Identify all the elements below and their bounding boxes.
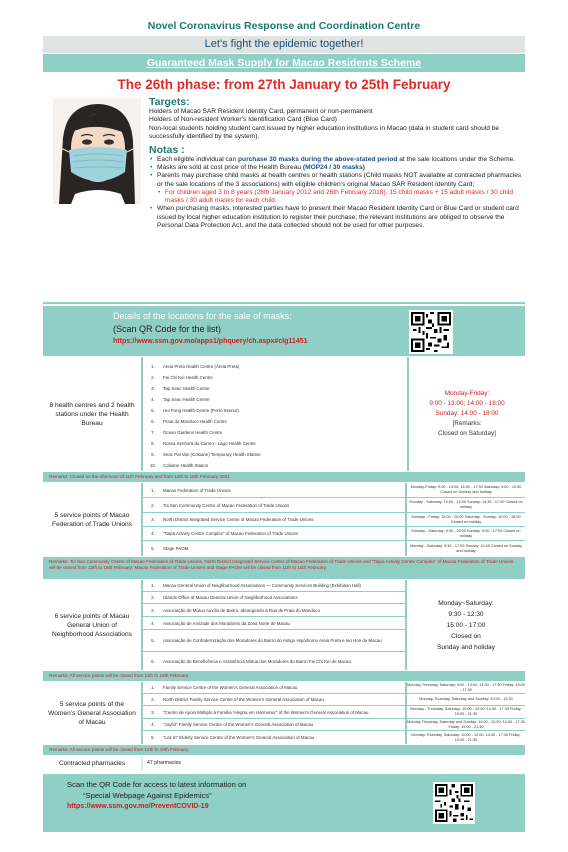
location-name: Hoi Pong Health Centre (Porto Interior) [163,407,239,413]
hours-line: Sunday: 14:00 - 18:00 [435,410,499,417]
details-scan-text: (Scan QR Code for the list) [113,324,222,334]
trade-hours-column [407,483,525,556]
hours-cell: Monday-Thursday, Saturday and Sunday: 10:00 - 12:30 [407,694,525,706]
note-subitem: • For children aged 3 to 8 years (28th January 2012 and 26th February 2018), 15 child masks + 15 adult masks / 30 child masks / 30 adult masks for each child. [149,189,523,206]
neighborhood-hours [407,580,525,670]
neighborhood-list [143,580,405,670]
target-line: Non-local students holding student card issued by higher education institutions in Macao (data in student card should be successfully identified by the system). [149,124,500,141]
women-hours-column [407,682,525,744]
list-item: 6. Associação de Beneficência e Assistência Mútua dos Moradores do Bairro Fai Chi Kei de Macau [143,652,405,670]
scheme-banner: Guaranteed Mask Supply for Macao Residents Scheme [43,54,525,72]
location-name: Tap Seac Health Centre [163,385,210,391]
footer-webpage-name: “Special Webpage Against Epidemics” [83,791,212,800]
woman-with-mask-photo [53,98,141,204]
trade-unions-label: 5 service points of Macao Federation of Trade Unions [43,483,141,556]
list-item: 2. North District Family Service Centre of the Women’s General Association of Macau [143,694,405,706]
location-name: Associação de Mútuo Auxílio de Bairro, abrangendo a Rua de Praia do Manduco [163,607,320,613]
location-name: Seac Pai Van (Coloane) Temporary Health Station [163,451,261,457]
note-text: at the sale locations under the Scheme. [397,155,516,163]
list-item: 5. "Lok In" Elderly Service Centre of the Women’s General Association of Macau [143,731,405,744]
list-item: 3. "Centro de Apoio Múltiplo à Família 'Alegria em Harmonia'" of the Women’s General Association of Macau [143,706,405,719]
location-name: Associação de Amizade dos Moradores da Zona Norte de Macau [163,620,290,626]
location-name: Macau General Union of Neighborhood Associations — Community Services Building (Exhibition Hall) [163,583,361,588]
targets-heading: Targets: [149,96,190,108]
hours-cell: Monday - Saturday: 9:30 - 20:00 Sunday: 9:00 - 17:00 Closed on holiday [407,527,525,541]
list-item: 4. "Joyful" Family Service Centre of the Women’s General Association of Macau [143,719,405,731]
targets-and-notes [149,96,523,230]
trade-unions-list [143,483,405,556]
location-name: Tap Seac Health Centre [163,396,210,402]
list-item: 4. Tap Seac Health Centre [143,394,407,404]
list-item: 6. Praia do Manduco Health Centre [143,416,407,426]
target-line: Holders of Macao SAR Resident Identity Card, permanent or non-permanent [149,108,373,115]
hours-cell: Monday - Friday: 10:00 - 20:00 Saturday - Sunday: 10:00 - 18:00 Closed on holiday [407,513,525,527]
location-name: Fai Chi Kei Health Centre [163,374,213,380]
note-item: • When purchasing masks, interested parties have to present their Macao Resident Identity Card or Blue Card or student card issued by local higher education institution to register their purchase; the relevant institutions are obliged to observe the Personal Data Protection Act, and the data collected should not be used for other purposes. [149,205,523,230]
women-remark: Remarks: All service points will be closed from 12th to 16th February. [43,745,525,755]
poster [43,16,525,832]
location-name: "Lok In" Elderly Service Centre of the Women’s General Association of Macau [163,735,315,740]
women-association-section [43,682,525,744]
hours-line: 9:00 - 13:00; 14:00 - 18:00 [429,400,505,407]
location-name: "Taipa Activity Centre Complex" of Macao Federation of Trade Unions [163,531,299,536]
location-name: Coloane Health Station [163,462,209,468]
location-name: "Centro de Apoio Múltiplo à Família 'Alegria em Harmonia'" of the Women’s General Association of Macau [163,709,369,715]
neighborhood-section [43,580,525,670]
pharmacies-label: Contracted pharmacies [43,756,141,771]
list-item: 10. Coloane Health Station [143,460,407,470]
target-line: Holders of Non-resident Worker’s Identification Card (Blue Card) [149,116,338,124]
woman-with-mask-illustration [53,98,141,204]
footer-banner [43,774,525,832]
notes-heading: Notas : [149,143,185,156]
neighborhood-label: 6 service points of Macau General Union of Neighborhood Associations [43,580,141,670]
hours-cell: Monday - Saturday: 10:00 - 12:00 Sunday: 14:30 - 17:00 Closed on holiday [407,498,525,513]
hours-line: [Remarks: [452,420,482,427]
note-item [149,164,523,172]
hours-line: Monday~Saturday: [438,599,494,607]
hours-line: Monday-Friday: [444,390,490,397]
list-item: 2. Toi San Community Centre of Macao Federation of Trade Unions [143,498,405,513]
neighborhood-remark: Remarks: All service points will be closed from 11th to 16th February. [43,671,525,681]
health-remark: Remarks: Closed on the afternoon of 11th February and from 12th to 16th February 2021. [43,472,525,482]
note-text: Masks are sold at cost price of the Health Bureau [157,163,303,171]
location-name: Praia do Manduco Health Centre [163,418,227,424]
health-centres-section [43,357,525,471]
list-item: 1. Macau General Union of Neighborhood Associations — Community Services Building (Exhibition Hall) [143,580,405,592]
pharmacies-count: 47 pharmacies [143,756,525,771]
note-emphasis: purchase 30 masks during the above-stated period [238,155,398,163]
hours-line: Closed on [451,632,481,640]
note-item: • Parents may purchase child masks at health centres or health stations (Child masks NOT available at contracted pharmacies or the sale locations of the 3 associations) with eligible children’s original Macao SAR Resident Identity Card; [149,172,523,189]
list-item: 3. Associação de Mútuo Auxílio de Bairro, abrangendo a Rua de Praia do Manduco [143,604,405,617]
location-name: Associação de Confraternização dos Moradores do Bairro do Antigo Hipódromo Areia Preta e Iao Hon de Macau [163,638,382,643]
details-banner [43,306,525,356]
hours-cell: Monday-Friday: 9:00 - 13:00; 14:30 - 17:30 Saturday: 9:00 - 12:00 Closed on Sunday and holiday [407,483,525,498]
health-centres-label: 8 health centres and 2 health stations under the Health Bureau [43,357,141,471]
divider [43,302,525,304]
location-name: North District Integrated Service Centre of Macao Federation of Trade Unions [163,517,314,522]
location-name: North District Family Service Centre of the Women’s General Association of Macau [163,697,324,702]
location-name: Nossa Senhora do Carmo - Lago Health Centre [163,440,256,446]
location-name: Areia Preta Health Centre (Areia Preta) [163,363,240,369]
slogan-banner: Let’s fight the epidemic together! [43,36,525,53]
list-item: 7. Ocean Gardens Health Centre [143,427,407,437]
hours-cell: Monday - Thursday, Saturday: 10:00 - 12:00, 14:30 - 17:30 Friday: 19:00 - 21:30 [407,706,525,719]
qr-code-icon[interactable] [433,782,475,824]
footer-url-link[interactable]: https://www.ssm.gov.mo/PreventCOVID-19 [67,803,209,810]
list-item: 3. North District Integrated Service Centre of Macao Federation of Trade Unions [143,513,405,527]
list-item: 2. Fai Chi Kei Health Centre [143,372,407,382]
location-name: "Joyful" Family Service Centre of the Women’s General Association of Macau [163,722,314,727]
hours-line: 9:30 - 12:30 [448,610,484,618]
list-item: 9. Seac Pai Van (Coloane) Temporary Health Station [143,449,407,459]
hours-line: 15:00 - 17:00 [446,621,486,629]
hours-cell: Monday-Thursday, Saturday: 9:00 - 13:00, 14:30 - 17:30 Friday: 19:00 - 17:30 [407,682,525,694]
trade-remark: Remarks: Toi San Community Centre of Macao Federation of Trade Unions, North District Integrated Service Centre of Macao Federation of Trade Unions and "Taipa Activity Centre Complex" of Macao Federation of Trade Unions will be closed from 12th to 16th February; Macao Federation of Trade Unions and Stage PAOM will be closed from 11th to 16th February. [43,557,525,579]
hours-cell: Monday-Thursday, Saturday and Sunday: 10:00 - 12:00, 14:30 - 17:30 Friday: 19:00 - 21:30 [407,719,525,731]
footer-text: Scan the QR Code for access to latest information on [67,780,247,789]
list-item: 4. Associação de Amizade dos Moradores da Zona Norte de Macau [143,617,405,630]
hours-cell: Monday-Thursday, Saturday: 10:00 - 12:00, 14:30 - 17:30 Friday: 19:00 - 21:30 [411,732,521,742]
location-name: Islands Office of Macau General Union of Neighborhood Associations [163,595,298,600]
phase-title: The 26th phase: from 27th January to 25th February [117,77,451,92]
pharmacies-row [43,756,525,771]
women-association-label: 5 service points of the Women’s General Association of Macau [43,682,141,744]
qr-code-icon[interactable] [409,310,453,354]
location-name: Macao Federation of Trade Unions [163,487,231,493]
details-title: Details of the locations for the sale of masks: [113,311,292,321]
list-item: 4. "Taipa Activity Centre Complex" of Macao Federation of Trade Unions [143,527,405,541]
trade-unions-section [43,483,525,556]
note-text: Each eligible individual can [157,155,239,163]
hours-cell: Monday - Saturday: 9:30 - 17:00 Sunday: 10:00 Closed on Sunday and holiday [409,543,523,553]
location-name: Stage PAOM [163,546,189,551]
list-item: 8. Nossa Senhora do Carmo - Lago Health Centre [143,438,407,448]
location-name: Associação de Beneficência e Assistência Mútua dos Moradores do Bairro Fai Chi Kei de Macau [163,658,351,664]
centre-title: Novel Coronavirus Response and Coordination Centre [147,20,421,32]
hours-line: Sunday and holiday [437,643,495,651]
women-association-list [143,682,405,744]
list-item: 3. Tap Seac Health Centre [143,383,407,393]
note-emphasis: (MOP24 / 30 masks) [302,163,365,171]
health-opening-hours [409,357,525,471]
list-item: 1. Family Service Centre of the Women’s General Association of Macau [143,682,405,694]
list-item: 1. Areia Preta Health Centre (Areia Preta) [143,361,407,371]
list-item: 2. Islands Office of Macau General Union of Neighborhood Associations [143,592,405,604]
list-item: 5. Hoi Pong Health Centre (Porto Interior) [143,405,407,415]
hours-line: Closed on Saturday] [438,430,496,437]
location-name: Family Service Centre of the Women’s General Association of Macau [163,685,298,690]
details-url-link[interactable]: https://www.ssm.gov.mo/apps1/phquery/ch.aspx#clg11451 [113,338,308,345]
list-item: 5. Stage PAOM [143,541,405,556]
location-name: Ocean Gardens Health Centre [163,429,223,435]
list-item: 1. Macao Federation of Trade Unions [143,483,405,498]
note-item [149,156,523,164]
list-item: 5. Associação de Confraternização dos Moradores do Bairro do Antigo Hipódromo Areia Preta e Iao Hon de Macau [143,630,405,652]
health-centres-list [143,357,407,471]
location-name: Toi San Community Centre of Macao Federation of Trade Unions [163,502,290,508]
